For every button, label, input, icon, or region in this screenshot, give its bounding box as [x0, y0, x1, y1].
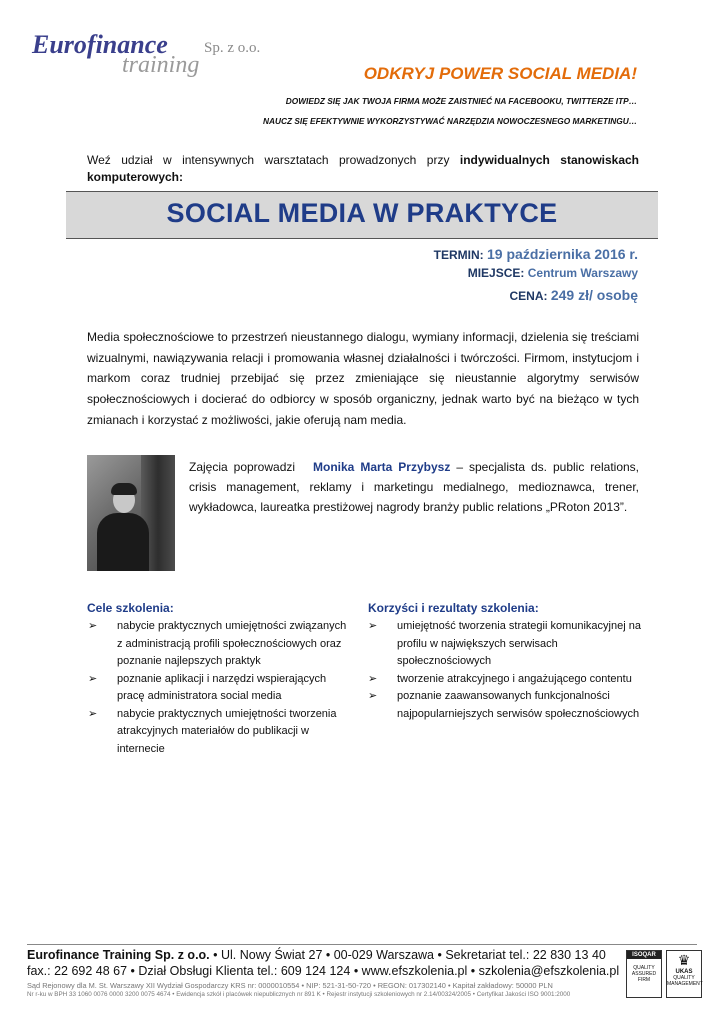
benefits-title: Korzyści i rezultaty szkolenia:: [368, 601, 539, 615]
footer-company: Eurofinance Training Sp. z o.o.: [27, 948, 210, 962]
list-item: ➢ umiejętność tworzenia strategii komunikacyjnej na profilu w największych serwisach społecznościowych: [368, 620, 641, 667]
arrow-bullet-icon: ➢: [88, 672, 98, 685]
footer-divider: [27, 944, 697, 945]
footer-line-1: [27, 948, 606, 962]
crown-icon: ♛: [677, 952, 691, 968]
price-value: 249 zł/ osobę: [550, 287, 638, 303]
place-value: Centrum Warszawy: [527, 266, 638, 280]
title-banner: [66, 191, 658, 239]
logo-company-suffix: Sp. z o.o.: [204, 40, 261, 56]
goals-title: Cele szkolenia:: [87, 601, 174, 615]
list-item: ➢ tworzenie atrakcyjnego i angażującego contentu: [367, 671, 647, 689]
ukas-certificate-logo: ♛ UKAS QUALITY MANAGEMENT: [666, 950, 702, 998]
footer-address: • Ul. Nowy Świat 27 • 00-029 Warszawa • Sekretariat tel.: 22 830 13 40: [209, 948, 606, 962]
footer-line-3: Sąd Rejonowy dla M. St. Warszawy XII Wydział Gospodarczy KRS nr: 0000010554 • NIP: 521-31-50-720 • REGON: 017302140 • Kapitał zakładowy: 50000 PLN: [27, 981, 553, 990]
description-paragraph: Media społecznościowe to przestrzeń nieustannego dialogu, wymiany informacji, dzielenia się treściami wizualnymi, nawiązywania relacji i promowania własnej działalności i twórczości. Firmom, instytucjom i markom coraz trudniej przebijać się przez zmieniające się nieustannie algorytmy serwisów społecznościowych i docierać do odbiorcy w sposób organiczny, jednak warto być na bieżąco w tych zmianach i korzystać z możliwości, jakie oferują nam media.: [87, 330, 639, 427]
intro-text: Weź udział w intensywnych warsztatach prowadzonych przy: [87, 153, 460, 167]
arrow-bullet-icon: ➢: [88, 620, 98, 632]
arrow-bullet-icon: ➢: [368, 620, 378, 632]
company-logo: [32, 30, 272, 82]
date-label: TERMIN:: [433, 248, 484, 262]
trainer-photo: [87, 455, 175, 571]
trainer-lead: Zajęcia poprowadzi: [189, 460, 296, 474]
trainer-description: – specjalista ds. public relations, crisis management, reklamy i marketingu medialnego, medioznawca, trener, wykładowca, laureatka prestiżowej nagrody branży public relations „PRoton 2013”.: [189, 460, 640, 514]
list-item: ➢ poznanie zaawansowanych funkcjonalności najpopularniejszych serwisów społecznościowych: [368, 690, 640, 720]
price-label: CENA:: [509, 289, 548, 303]
promo-line-1: DOWIEDZ SIĘ JAK TWOJA FIRMA MOŻE ZAISTNIEĆ NA FACEBOOKU, TWITTERZE ITP…: [285, 96, 637, 106]
list-item: ➢ nabycie praktycznych umiejętności związanych z administracją profili społecznościowych oraz poznanie najlepszych praktyk: [88, 620, 347, 667]
promo-title: ODKRYJ POWER SOCIAL MEDIA!: [363, 64, 637, 83]
footer-line-4: Nr r-ku w BPH 33 1060 0076 0000 3200 0075 4674 • Ewidencja szkół i placówek niepublicznych nr 891 K • Rejestr instytucji szkoleniowych nr 2.14/00324/2005 • Certyfikat Jakości ISO 9001:2000: [27, 991, 571, 998]
trainer-name: Monika Marta Przybysz: [313, 460, 451, 474]
promo-line-2: NAUCZ SIĘ EFEKTYWNIE WYKORZYSTYWAĆ NARZĘDZIA NOWOCZESNEGO MARKETINGU…: [263, 116, 637, 126]
info-price: [510, 287, 639, 303]
footer-line-2: fax.: 22 692 48 67 • Dział Obsługi Klienta tel.: 609 124 124 • www.efszkolenia.pl • szkolenia@efszkolenia.pl: [27, 964, 620, 978]
arrow-bullet-icon: ➢: [368, 690, 378, 702]
course-title: SOCIAL MEDIA W PRAKTYCE: [166, 198, 558, 228]
isoqar-certificate-logo: ISOQAR QUALITY ASSURED FIRM: [626, 950, 662, 998]
list-item: ➢ poznanie aplikacji i narzędzi wspierających pracę administratora social media: [88, 672, 327, 702]
intro-paragraph: [87, 152, 639, 186]
info-place: [468, 266, 638, 280]
trainer-bio: [189, 457, 639, 517]
date-value: 19 października 2016 r.: [487, 246, 638, 262]
logo-sub-text: training: [122, 52, 200, 78]
logo-main-text: Eurofinance: [32, 30, 168, 59]
place-label: MIEJSCE:: [467, 266, 525, 280]
arrow-bullet-icon: ➢: [368, 672, 378, 685]
intro-bold-text: indywidualnych stanowiskach komputerowych:: [87, 153, 640, 184]
goals-list: [87, 618, 352, 758]
arrow-bullet-icon: ➢: [88, 707, 98, 720]
info-date: [434, 246, 638, 262]
list-item: ➢ nabycie praktycznych umiejętności tworzenia atrakcyjnych materiałów do publikacji w internecie: [88, 707, 337, 755]
benefits-list: [367, 618, 647, 723]
